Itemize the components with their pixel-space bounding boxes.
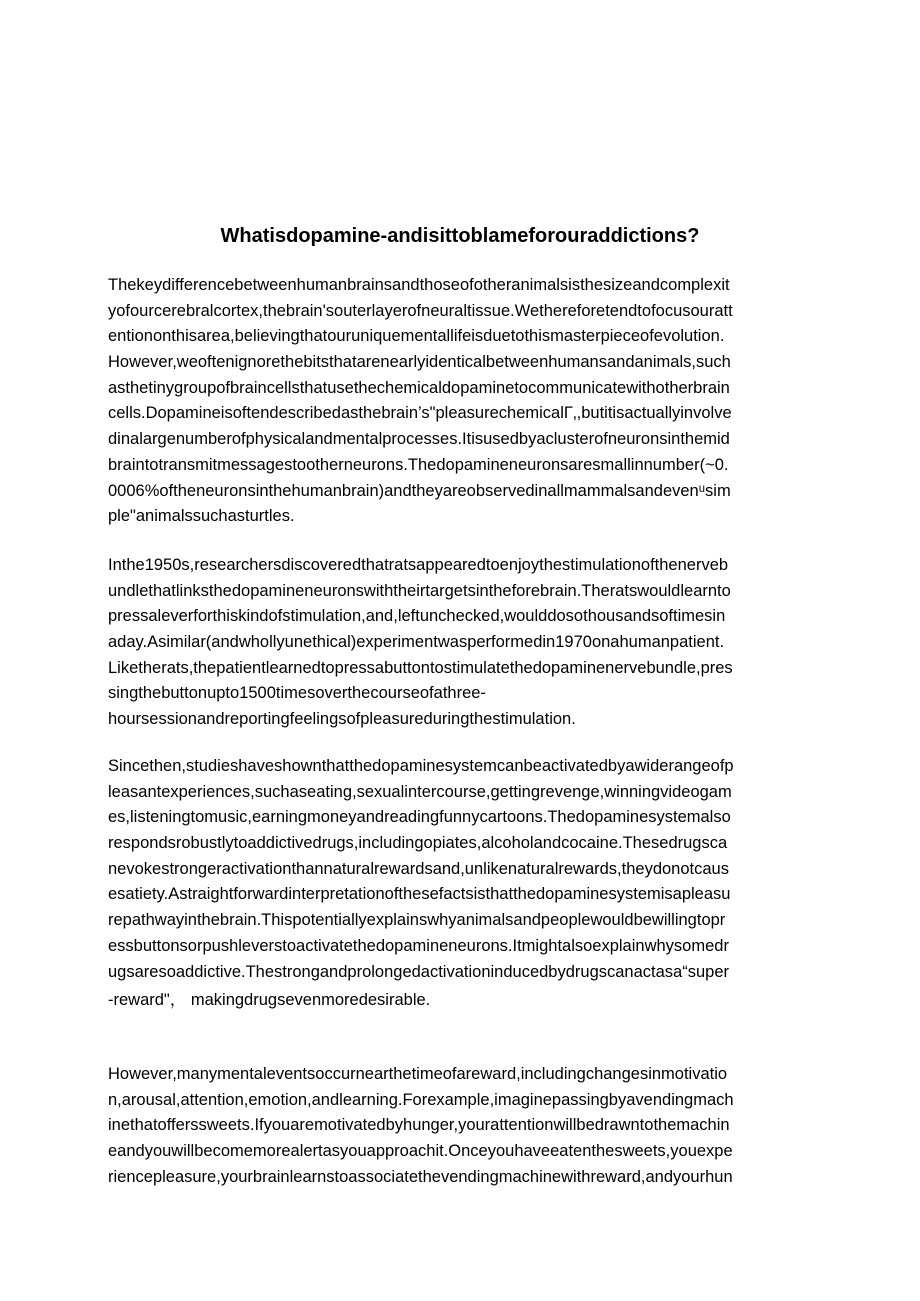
paragraph-line: 0006%oftheneuronsinthehumanbrain)andtheyareobservedinallmammalsandevenᵘsim — [108, 481, 731, 500]
paragraph-line: essbuttonsorpushleverstoactivatethedopamineneurons.Itmightalsoexplainwhysomedr — [108, 936, 729, 955]
paragraph-line: repathwayinthebrain.Thispotentiallyexplainswhyanimalsandpeoplewouldbewillingtopr — [108, 911, 726, 930]
paragraph-line: eandyouwillbecomemorealertasyouapproachit.Onceyouhaveeatenthesweets,youexpe — [108, 1142, 733, 1161]
paragraph-1 — [108, 273, 814, 530]
paragraph-line: ple"animalssuchasturtles. — [108, 507, 295, 526]
paragraph-line: pressaleverforthiskindofstimulation,and,leftunchecked,woulddosothousandsoftimesin — [108, 607, 726, 626]
paragraph-line: Liketherats,thepatientlearnedtopressabuttontostimulatethedopaminenervebundle,pres — [108, 658, 733, 677]
paragraph-2 — [108, 553, 814, 733]
paragraph-line: es,listeningtomusic,earningmoneyandreadingfunnycartoons.Thedopaminesystemalso — [108, 808, 731, 827]
paragraph-line: undlethatlinksthedopamineneuronswiththeirtargetsintheforebrain.Theratswouldlearnto — [108, 581, 731, 600]
paragraph-line: Thekeydifferencebetweenhumanbrainsandthoseofotheranimalsisthesizeandcomplexit — [108, 276, 730, 294]
paragraph-line: dinalargenumberofphysicalandmentalprocesses.Itisusedbyaclusterofneuronsinthemid — [108, 430, 730, 449]
paragraph-line: esatiety.Astraightforwardinterpretationofthesefactsisthatthedopaminesystemisapleasu — [108, 885, 731, 904]
paragraph-line: Inthe1950s,researchersdiscoveredthatratsappearedtoenjoythestimulationofthenerveb — [108, 556, 729, 574]
paragraph-line: leasantexperiences,suchaseating,sexualintercourse,gettingrevenge,winningvideogam — [108, 782, 732, 801]
paragraph-line: n,arousal,attention,emotion,andlearning.Forexample,imaginepassingbyavendingmach — [108, 1090, 734, 1109]
paragraph-line: However,weoftenignorethebitsthatarenearlyidenticalbetweenhumansandanimals,such — [108, 353, 731, 372]
paragraph-line: yofourcerebralcortex,thebrain'souterlayerofneuraltissue.Wethereforetendtofocusouratt — [108, 301, 733, 320]
paragraph-3 — [108, 754, 814, 1014]
paragraph-line: -reward"， makingdrugsevenmoredesirable. — [108, 991, 431, 1010]
paragraph-line: Sincethen,studieshaveshownthatthedopaminesystemcanbeactivatedbyawiderangeofp — [108, 757, 734, 775]
paragraph-line: singthebuttonupto1500timesoverthecourseofathree- — [108, 684, 486, 703]
paragraph-line: asthetinygroupofbraincellsthatusethechemicaldopaminetocommunicatewithotherbrain — [108, 378, 730, 397]
paragraph-line: aday.Asimilar(andwhollyunethical)experimentwasperformedin1970onahumanpatient. — [108, 633, 725, 652]
paragraph-line: inethatofferssweets.Ifyouaremotivatedbyhunger,yourattentionwillbedrawntothemachin — [108, 1116, 730, 1135]
page-title: Whatisdopamine-andisittoblameforouraddictions? — [220, 225, 700, 247]
paragraph-line: ugsaresoaddictive.Thestrongandprolongedactivationinducedbydrugscanactasa“super — [108, 962, 729, 981]
paragraph-line: nevokestrongeractivationthannaturalrewardsand,unlikenaturalrewards,theydonotcaus — [108, 859, 729, 878]
paragraph-line: riencepleasure,yourbrainlearnstoassociatethevendingmachinewithreward,andyourhun — [108, 1167, 733, 1186]
paragraph-line: cells.Dopamineisoftendescribedasthebrain’s"pleasurechemicalΓ‚,butitisactuallyinvolve — [108, 404, 732, 423]
paragraph-line: However,manymentaleventsoccurnearthetimeofareward,includingchangesinmotivatio — [108, 1065, 728, 1083]
paragraph-line: hoursessionandreportingfeelingsofpleasureduringthestimulation. — [108, 710, 576, 729]
paragraph-line: respondsrobustlytoaddictivedrugs,includingopiates,alcoholandcocaine.Thesedrugsca — [108, 834, 728, 853]
paragraph-line: entiononthisarea,believingthatouruniquementallifeisduetothismasterpieceofevolution. — [108, 327, 725, 346]
paragraph-line: braintotransmitmessagestootherneurons.Thedopamineneuronsaresmallinnumber(~0. — [108, 455, 729, 474]
paragraph-4 — [108, 1062, 814, 1190]
